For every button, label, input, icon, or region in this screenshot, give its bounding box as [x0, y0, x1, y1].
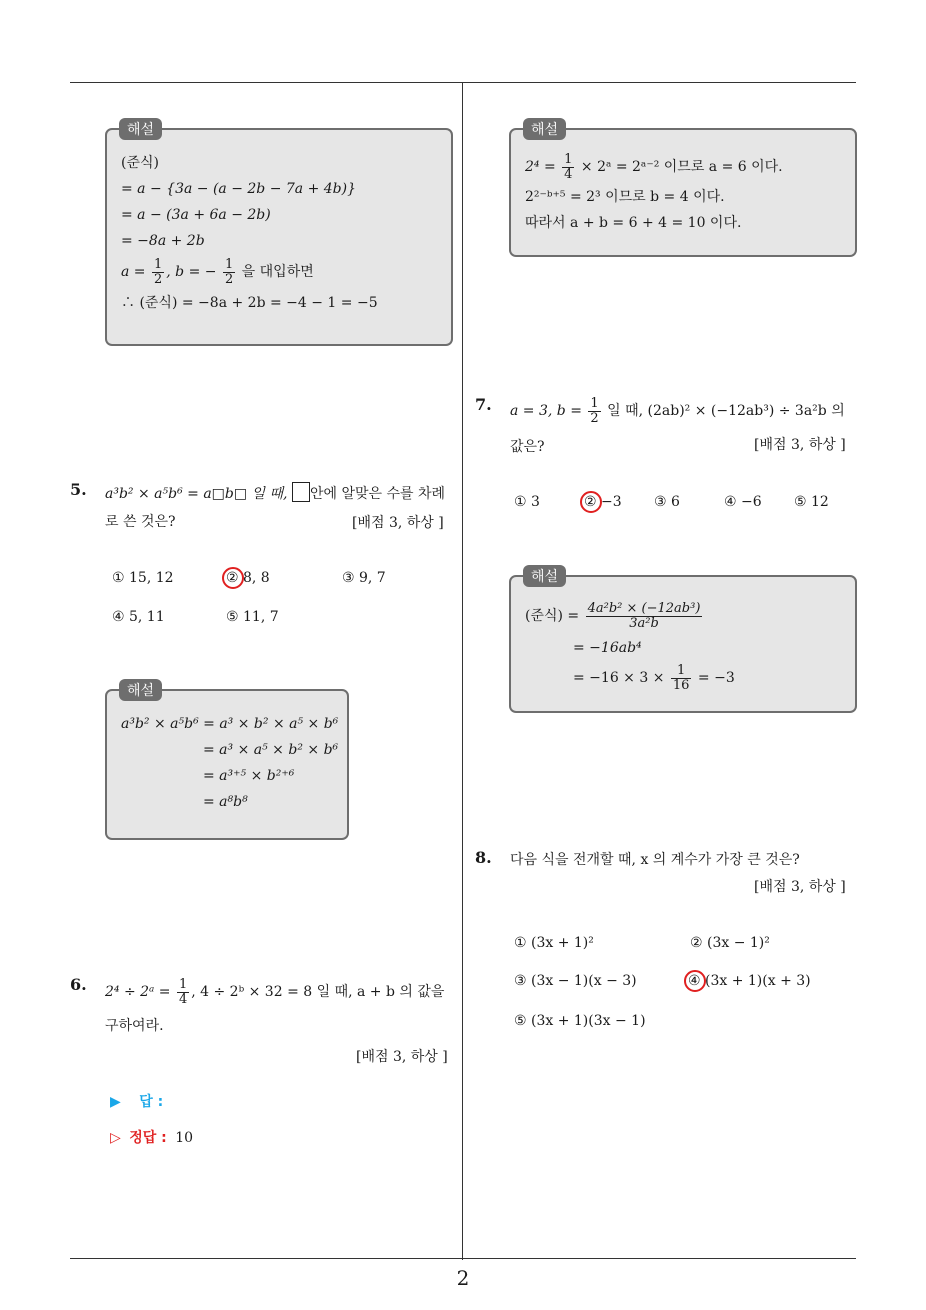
math-text: = −16 × 3 × [573, 670, 665, 686]
math-text: (준식) = [525, 608, 580, 624]
question-number: 7. [475, 395, 492, 414]
fraction-numerator: 1 [564, 151, 573, 167]
correct-answer-label: 정답 : [129, 1130, 167, 1146]
math-text: 2⁴ = [525, 159, 556, 175]
option-1[interactable]: ① 3 [514, 494, 540, 510]
fraction-denominator: 16 [672, 677, 690, 693]
solution-line: 2²⁻ᵇ⁺⁵ = 2³ 이므로 b = 4 이다. [525, 189, 725, 205]
correct-answer-row [110, 1127, 193, 1147]
solution-line: = a⁸b⁸ [203, 794, 248, 810]
column-divider [462, 83, 463, 1260]
blank-box-icon [292, 482, 310, 502]
score-label: [배점 3, 하상 ] [754, 879, 846, 895]
correct-answer-value: 10 [175, 1130, 194, 1146]
solution-line: = a − {3a − (a − 2b − 7a + 4b)} [121, 181, 357, 197]
question-text-part: , 4 ÷ 2ᵇ × 32 = 8 일 때, a + b 의 값을 [191, 984, 445, 1000]
fraction-numerator: 1 [153, 256, 163, 272]
option-1[interactable]: ① (3x + 1)² [514, 935, 594, 951]
fraction [152, 258, 164, 287]
math-text: , b = − [166, 264, 217, 280]
option-4[interactable]: ④ 5, 11 [112, 609, 165, 625]
solution-line: 따라서 a + b = 6 + 4 = 10 이다. [525, 215, 742, 231]
solution-tag: 해설 [119, 118, 162, 140]
bottom-rule [70, 1258, 856, 1259]
question-number: 6. [70, 975, 87, 994]
solution-line: = a³⁺⁵ × b²⁺⁶ [203, 768, 295, 784]
option-3[interactable]: ③ (3x − 1)(x − 3) [514, 973, 637, 989]
question-math: a³b² × a⁵b⁶ = a□b□ 일 때, [105, 486, 288, 502]
solution-tag: 해설 [523, 118, 566, 140]
fraction-numerator: 1 [590, 395, 599, 411]
solution-line: = −8a + 2b [121, 233, 205, 249]
math-text: a = [121, 264, 146, 280]
answer-input-row[interactable] [110, 1091, 163, 1111]
solution-box-q7 [509, 569, 857, 713]
option-3[interactable]: ③ 6 [654, 494, 680, 510]
fraction-denominator: 2 [153, 271, 163, 287]
question-text-part: 로 쓴 것은? [105, 514, 176, 530]
fraction [223, 258, 235, 287]
question-text [105, 975, 457, 1043]
fraction [588, 397, 600, 426]
fraction [177, 978, 189, 1007]
question-text-part: 값은? [510, 439, 545, 455]
score-label: [배점 3, 하상 ] [356, 1049, 448, 1065]
fraction-numerator: 1 [671, 664, 692, 679]
fraction-denominator: 4 [178, 991, 188, 1007]
fraction-numerator: 1 [224, 256, 234, 272]
solution-box-q5 [105, 683, 349, 840]
question-text-part: 구하여라. [105, 1018, 164, 1034]
solution-line [121, 254, 437, 290]
solution-tag: 해설 [119, 679, 162, 701]
option-4[interactable]: ④ −6 [724, 494, 762, 510]
fraction-numerator: 4a²b² × (−12ab³) [587, 600, 701, 616]
option-2[interactable]: ② 8, 8 [226, 570, 270, 586]
fraction-numerator: 1 [178, 976, 188, 992]
solution-line: a³b² × a⁵b⁶ = a³ × b² × a⁵ × b⁶ [121, 716, 339, 732]
score-label: [배점 3, 하상 ] [352, 515, 444, 531]
solution-line [525, 597, 841, 635]
option-3[interactable]: ③ 9, 7 [342, 570, 386, 586]
question-text-part: 안에 알맞은 수를 차례 [309, 486, 446, 502]
fraction [671, 664, 692, 693]
option-4[interactable]: ④ (3x + 1)(x + 3) [688, 973, 811, 989]
solution-line: = a³ × a⁵ × b² × b⁶ [203, 742, 339, 758]
option-5[interactable]: ⑤ 11, 7 [226, 609, 279, 625]
solution-tag: 해설 [523, 565, 566, 587]
fraction-denominator: 2 [590, 410, 599, 426]
page-number: 2 [456, 1266, 470, 1290]
option-1[interactable]: ① 15, 12 [112, 570, 174, 586]
math-text: × 2ᵃ = 2ᵃ⁻² 이므로 a = 6 이다. [580, 159, 783, 175]
solution-line [525, 150, 841, 184]
fraction [562, 153, 574, 182]
fraction-denominator: 3a²b [629, 615, 659, 631]
fraction-denominator: 2 [224, 271, 234, 287]
fraction-denominator: 4 [564, 166, 573, 182]
question-text-part: 일 때, (2ab)² × (−12ab³) ÷ 3a²b 의 [607, 403, 845, 419]
question-number: 8. [475, 848, 492, 867]
score-label: [배점 3, 하상 ] [754, 437, 846, 453]
solution-line: = −16ab⁴ [573, 640, 642, 656]
option-5[interactable]: ⑤ 12 [794, 494, 829, 510]
question-text: 다음 식을 전개할 때, x 의 계수가 가장 큰 것은? [510, 852, 800, 868]
option-2[interactable]: ② (3x − 1)² [690, 935, 770, 951]
play-arrow-icon: ▶ [110, 1094, 121, 1110]
math-text: 을 대입하면 [237, 264, 314, 280]
question-text [510, 393, 860, 465]
solution-line: = a − (3a + 6a − 2b) [121, 207, 271, 223]
solution-box-q4 [105, 122, 453, 346]
question-number: 5. [70, 480, 87, 499]
solution-line: (준식) [121, 155, 159, 171]
option-2[interactable]: ② −3 [584, 494, 622, 510]
question-math: a = 3, b = [510, 403, 582, 419]
outline-arrow-icon: ▷ [110, 1130, 121, 1146]
option-5[interactable]: ⑤ (3x + 1)(3x − 1) [514, 1013, 646, 1029]
fraction [586, 602, 703, 631]
math-text: = −3 [697, 670, 735, 686]
answer-label: 답 : [139, 1094, 164, 1110]
solution-line: ∴ (준식) = −8a + 2b = −4 − 1 = −5 [121, 295, 378, 311]
top-rule [70, 82, 856, 83]
question-math: 2⁴ ÷ 2ᵃ = [105, 984, 171, 1000]
solution-line [525, 661, 841, 695]
solution-box-q6 [509, 122, 857, 257]
